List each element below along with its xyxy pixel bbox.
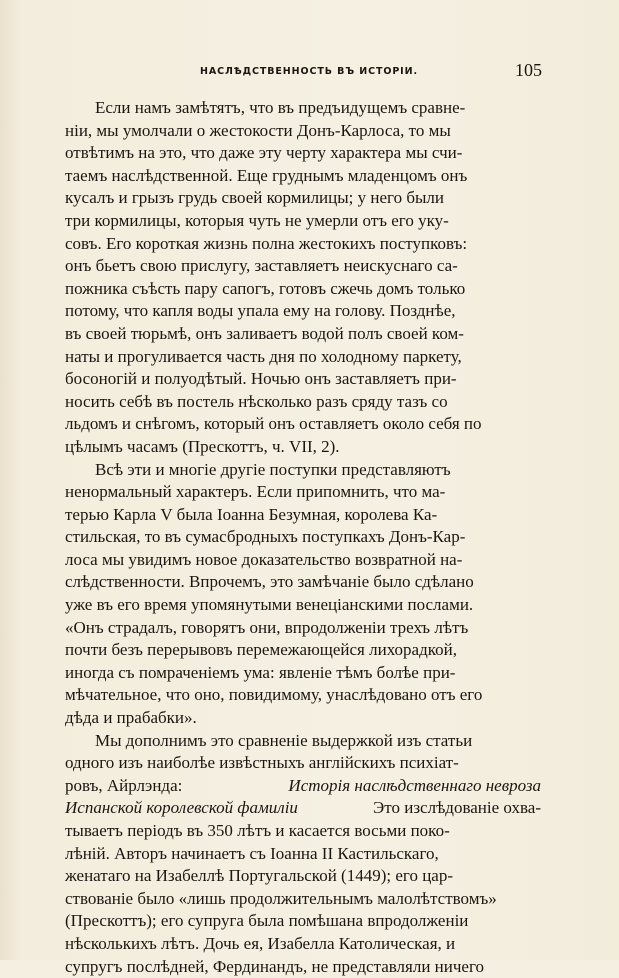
text-line: наты и прогуливается часть дня по холодному паркету,	[65, 346, 462, 366]
text-line: льдомъ и снѣгомъ, который онъ оставляетъ около себя по	[65, 414, 482, 434]
text-line: босоногій и полуодѣтый. Ночью онъ заставляетъ при-	[65, 369, 457, 389]
text-line: «Онъ страдалъ, говорятъ они, впродолженіи трехъ лѣтъ	[65, 617, 469, 637]
text-line: лоса мы увидимъ новое доказательство возвратной на-	[65, 549, 463, 569]
text-line: Испанской королевской фамиліи Это изслѣдованіе охва-	[65, 797, 541, 820]
text-line: почти безъ перерывовъ перемежающейся лихорадкой,	[65, 640, 457, 660]
text-line: супругъ послѣдней, Фердинандъ, не представляли ничего	[65, 956, 485, 976]
italic-title: Исторія наслѣдственнаго невроза	[288, 775, 541, 795]
text-line: уже въ его время упомянутыми венеціанскими послами.	[65, 595, 474, 615]
text-line: ненормальный характеръ. Если припомнить, что ма-	[65, 482, 446, 502]
italic-title: Испанской королевской фамиліи	[65, 798, 298, 818]
text-line: ніи, мы умолчали о жестокости Донъ-Карлоса, то мы	[65, 120, 451, 140]
text-line: Если намъ замѣтятъ, что въ предъидущемъ сравне-	[95, 98, 466, 117]
text-line: дѣда и прабабки».	[65, 708, 197, 728]
text-line: ствованіе было «лишь продолжительнымъ малолѣтствомъ»	[65, 888, 497, 908]
text-line: потому, что капля воды упала ему на голову. Позднѣе,	[65, 301, 456, 321]
text-line: отвѣтимъ на это, что даже эту черту характера мы счи-	[65, 143, 463, 163]
page-header	[70, 60, 542, 84]
text-line: слѣдственности. Впрочемъ, это замѣчаніе было сдѣлано	[65, 572, 474, 592]
text-line: таемъ наслѣдственной. Еще груднымъ младенцомъ онъ	[65, 165, 468, 185]
text-line: одного изъ наиболѣе извѣстныхъ англійскихъ психіат-	[65, 753, 459, 773]
text-line: въ своей тюрьмѣ, онъ заливаетъ водой полъ своей ком-	[65, 323, 464, 343]
text-line: (Прескоттъ); его супруга была помѣшана впродолженіи	[65, 911, 469, 931]
text-line: женатаго на Изабеллѣ Португальской (1449); его цар-	[65, 866, 453, 886]
text-line: три кормилицы, которыя чуть не умерли отъ его уку-	[65, 210, 449, 230]
running-title: НАСЛѢДСТВЕННОСТЬ ВЪ ИСТОРІИ.	[200, 66, 418, 77]
text-line: стильская, то въ сумасбродныхъ поступкахъ Донъ-Кар-	[65, 527, 466, 547]
text-line: онъ бьетъ свою прислугу, заставляетъ неискуснаго са-	[65, 256, 458, 276]
text-line: иногда съ помраченіемъ ума: явленіе тѣмъ болѣе при-	[65, 662, 456, 682]
text-line: лѣній. Авторъ начинаетъ съ Іоанна II Кастильскаго,	[65, 843, 439, 863]
text-line: терью Карла V была Іоанна Безумная, королева Ка-	[65, 504, 438, 524]
text-line: тываетъ періодъ въ 350 лѣтъ и касается восьми поко-	[65, 821, 450, 840]
page-number: 105	[515, 60, 542, 80]
body-text	[65, 97, 541, 978]
text-line: нѣсколькихъ лѣтъ. Дочь ея, Изабелла Католическая, и	[65, 933, 456, 953]
text-line: Мы дополнимъ это сравненіе выдержкой изъ статьи	[95, 730, 473, 750]
text-line: кусалъ и грызъ грудь своей кормилицы; у него были	[65, 188, 444, 208]
text-line: Всѣ эти и многіе другіе поступки представляютъ	[95, 459, 451, 479]
text-line: ровъ, Айрлэнда: Исторія наслѣдственнаго невроза	[65, 775, 541, 798]
text-line: цѣлымъ часамъ (Прескоттъ, ч. VII, 2).	[65, 436, 340, 456]
text-line: совъ. Его короткая жизнь полна жестокихъ поступковъ:	[65, 233, 468, 253]
text-line: мѣчательное, что оно, повидимому, унаслѣдовано отъ его	[65, 685, 483, 705]
text-line: носить себѣ въ постель нѣсколько разъ сряду тазъ со	[65, 391, 448, 411]
text-line: пожника съѣсть пару сапогъ, готовъ сжечь домъ только	[65, 278, 466, 298]
